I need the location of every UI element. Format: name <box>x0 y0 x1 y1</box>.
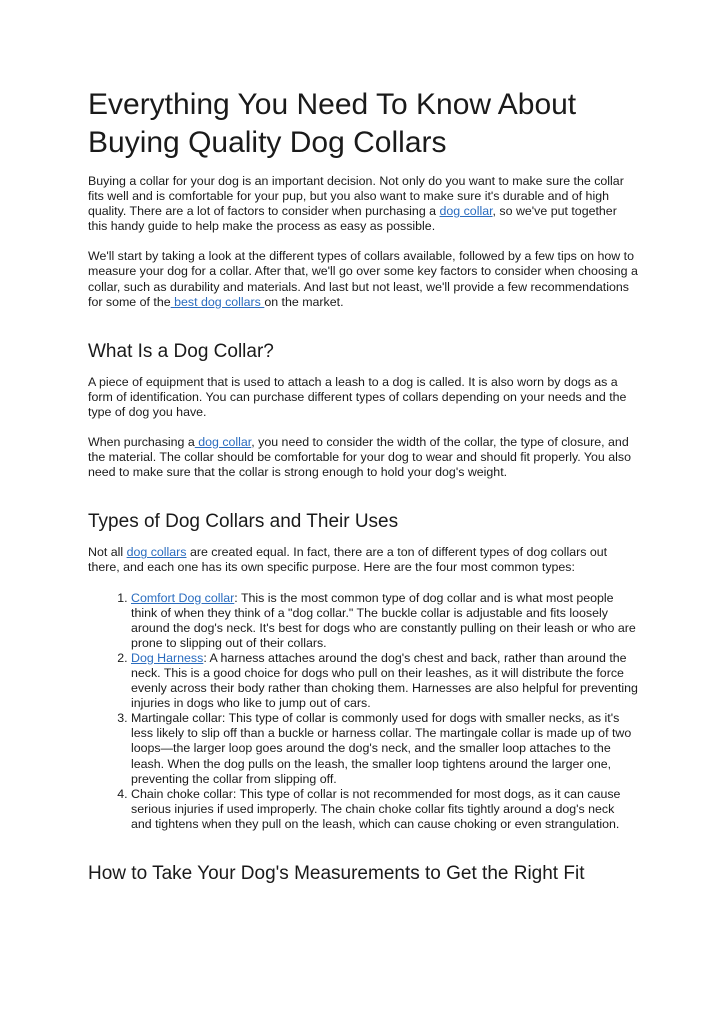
comfort-dog-collar-link[interactable]: Comfort Dog collar <box>131 590 235 605</box>
section-heading-types: Types of Dog Collars and Their Uses <box>88 511 399 533</box>
page-title <box>88 86 638 162</box>
intro-p1-text-end: , so we've put together this handy guide to help make the process as easy as possible. <box>88 204 617 234</box>
list-item-text: : A harness attaches around the dog's chest and back, rather than around the neck. This is a good choice for dogs who pull on their leashes, as it will distribute the force evenly across their body rather than choking them. Harnesses are also helpful for preventing injuries in dogs who like to jump out of cars. <box>131 650 638 711</box>
what-is-paragraph-2 <box>88 435 638 480</box>
article <box>88 86 638 886</box>
title-line-2: Buying Quality Dog Collars <box>88 126 447 159</box>
section-heading-measurements: How to Take Your Dog's Measurements to Get the Right Fit <box>88 863 585 884</box>
what-is-p2-text: When purchasing a <box>88 435 195 450</box>
intro-paragraph-1 <box>88 174 638 234</box>
dog-collar-link-2[interactable]: dog collar <box>194 435 252 450</box>
list-item-text: Martingale collar: This type of collar is commonly used for dogs with smaller necks, as it's less likely to slip off than a buckle or harness collar. The martingale collar is made up of two loops—the larger loop goes around the dog's neck, and the smaller loop attaches to the leash. When the dog pulls on the leash, the smaller loop tightens around the larger one, preventing the collar from slipping off. <box>131 711 632 786</box>
dog-collar-link[interactable]: dog collar <box>439 204 493 219</box>
intro-p2-text-end: on the market. <box>264 294 344 309</box>
dog-collars-link[interactable]: dog collars <box>126 545 187 560</box>
title-line-1: Everything You Need To Know About <box>88 88 577 121</box>
list-item <box>131 711 638 786</box>
list-item <box>131 651 638 711</box>
list-item <box>131 787 638 832</box>
dog-harness-link[interactable]: Dog Harness <box>131 650 204 665</box>
list-item-text: : This is the most common type of dog collar and is what most people think of when they think of a "dog collar." The buckle collar is adjustable and fits loosely around the dog's neck. It's best for dogs who are constantly pulling on their leash or who are prone to slipping out of their collars. <box>131 590 636 650</box>
what-is-paragraph-1: A piece of equipment that is used to attach a leash to a dog is called. It is also worn by dogs as a form of identification. You can purchase different types of collars depending on your needs and the type of dog you have. <box>88 374 627 419</box>
list-item <box>131 591 638 651</box>
intro-paragraph-2 <box>88 249 638 309</box>
types-intro-text-end: are created equal. In fact, there are a ton of different types of dog collars out there, and each one has its own specific purpose. Here are the four most common types: <box>88 545 608 575</box>
types-intro-paragraph <box>88 545 638 575</box>
section-heading-what-is: What Is a Dog Collar? <box>88 340 274 362</box>
intro-p2-text: We'll start by taking a look at the different types of collars available, followed by a few tips on how to measure your dog for a collar. After that, we'll go over some key factors to consider when choosing a collar, such as durability and materials. And last but not least, we'll provide a few recommendations for some of the <box>88 249 638 309</box>
collar-types-list <box>88 591 638 833</box>
types-intro-text: Not all <box>88 545 127 560</box>
best-dog-collars-link[interactable]: best dog collars <box>170 294 265 309</box>
list-item-text: Chain choke collar: This type of collar is not recommended for most dogs, as it can cause serious injuries if used improperly. The chain choke collar fits tightly around a dog's neck and tightens when they pull on the leash, which can cause choking or even strangulation. <box>131 786 621 831</box>
what-is-p2-text-end: , you need to consider the width of the collar, the type of closure, and the material. The collar should be comfortable for your dog to wear and should fit properly. You also need to make sure that the collar is strong enough to hold your dog's weight. <box>88 435 631 480</box>
intro-p1-text: Buying a collar for your dog is an important decision. Not only do you want to make sure the collar fits well and is comfortable for your pup, but you also want to make sure it's durable and of high quality. There are a lot of factors to consider when purchasing a <box>88 174 624 219</box>
